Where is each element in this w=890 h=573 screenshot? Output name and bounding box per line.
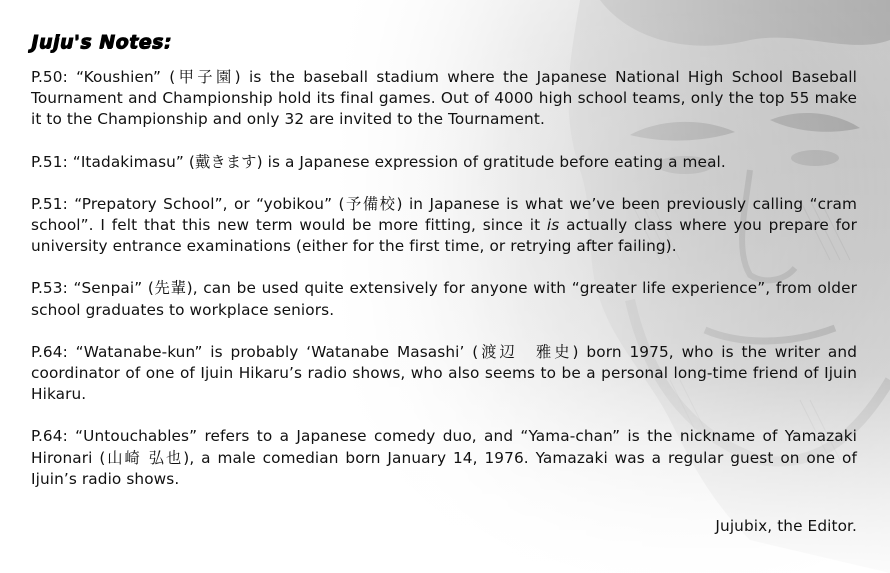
- note-text: “Itadakimasu” (戴きます) is a Japanese expression of gratitude before eating a meal.: [72, 152, 726, 171]
- note-text-before: “Prepatory School”, or “yobikou” (予備校) in Japanese is what we’ve been previously calling “cram school”. I felt that this new term would be more fitting, since it: [31, 194, 858, 235]
- notes-heading: Juju's Notes:: [31, 31, 172, 53]
- note-ref: P.51:: [31, 194, 68, 213]
- note-text: “Untouchables” refers to a Japanese comedy duo, and “Yama-chan” is the nickname of Yamazaki Hironari (山崎 弘也), a male comedian born January 14, 1976. Yamazaki was a regular guest on one of Ijuin’s radio shows.: [31, 427, 857, 488]
- note-item: [31, 426, 857, 490]
- note-ref: P.64:: [31, 427, 68, 446]
- note-ref: P.51:: [31, 152, 68, 171]
- note-item: [31, 342, 857, 406]
- note-text: “Koushien” (甲子園) is the baseball stadium where the Japanese National High School Baseball Tournament and Championship hold its final games. Out of 4000 high school teams, only the top 55 make it to the Championship and only 32 are invited to the Tournament.: [31, 68, 857, 129]
- note-text: “Watanabe-kun” is probably ‘Watanabe Masashi’ (渡辺 雅史) born 1975, who is the writer and coordinator of one of Ijuin Hikaru’s radio shows, who also seems to be a personal long-time friend of Ijuin Hikaru.: [31, 342, 857, 404]
- note-item: [31, 194, 857, 258]
- note-text-emphasis: is: [546, 216, 560, 235]
- note-ref: P.53:: [31, 279, 68, 298]
- notes-content: [31, 30, 857, 511]
- editor-signature: Jujubix, the Editor.: [715, 517, 857, 535]
- note-item: [31, 278, 857, 320]
- note-text: “Senpai” (先輩), can be used quite extensively for anyone with “greater life experience”, from older school graduates to workplace seniors.: [31, 279, 857, 319]
- note-ref: P.50:: [31, 68, 68, 86]
- note-text-after: actually class where you prepare for university entrance examinations (either for the first time, or retrying after failing).: [31, 216, 857, 256]
- note-ref: P.64:: [31, 342, 68, 361]
- note-item: [31, 67, 857, 131]
- note-item: [31, 152, 857, 173]
